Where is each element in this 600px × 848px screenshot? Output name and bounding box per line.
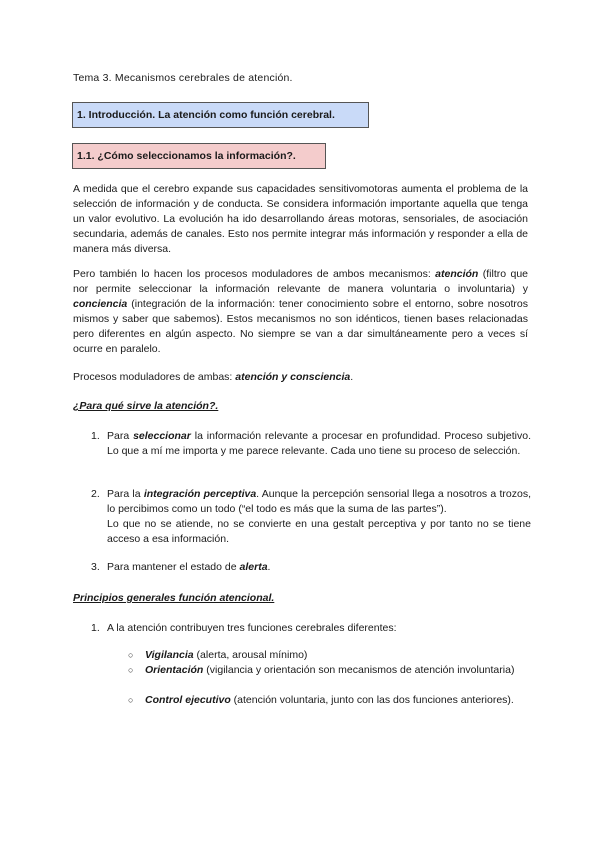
- paragraph-both: [73, 370, 528, 385]
- list-item: [91, 560, 531, 575]
- list-item-text: [107, 487, 531, 547]
- list-item-post: . Aunque la percepción sensorial llega a nosotros a trozos, lo percibimos como un todo (“el todo es más que la suma de las partes”).: [107, 488, 531, 515]
- document-title: Tema 3. Mecanismos cerebrales de atención.: [73, 72, 293, 84]
- bullet-desc: (atención voluntaria, junto con las dos funciones anteriores).: [230, 694, 514, 706]
- list-item-pre: Para mantener el estado de: [107, 561, 240, 573]
- paragraph-both-terms: atención y consciencia: [235, 371, 351, 383]
- list-item-pre: Para la: [107, 488, 144, 500]
- list-item: [91, 487, 531, 547]
- heading-introduction-text: 1. Introducción. La atención como función cerebral.: [77, 109, 335, 121]
- term-atencion: atención: [435, 268, 479, 280]
- list-item-post: la información relevante a procesar en profundidad. Proceso subjetivo. Lo que a mí me importa y me parece relevante. Cada uno tiene su proceso de selección.: [107, 430, 531, 457]
- paragraph-evolution: A medida que el cerebro expande sus capacidades sensitivomotoras aumenta el problema de la selección de información y de conducta. Se considera información importante aquella que tenga un valor evolutivo. La evolución ha ido desarrollando áreas motoras, sensoriales, de asociación secundaria, además de canales. Esto nos permite integrar más información y responder a ella de manera más diversa.: [73, 183, 528, 255]
- paragraph-modulators-part1: Pero también lo hacen los procesos moduladores de ambos mecanismos:: [73, 268, 436, 280]
- heading-introduction: [72, 102, 369, 128]
- list-item-post: .: [267, 561, 271, 573]
- paragraph-modulators-part2: (filtro que nor permite seleccionar la información relevante de manera voluntaria o involuntaria) y: [73, 268, 529, 295]
- circle-bullet-icon: ○: [128, 650, 134, 660]
- heading-selection: [72, 143, 326, 169]
- term-control-ejecutivo: Control ejecutivo: [145, 694, 231, 706]
- circle-bullet-icon: ○: [128, 665, 134, 675]
- list-item-pre: Para: [107, 430, 134, 442]
- term-vigilancia: Vigilancia: [145, 649, 194, 661]
- term-orientacion: Orientación: [145, 664, 204, 676]
- list-item: [91, 621, 531, 636]
- list-item-text: [107, 429, 531, 459]
- paragraph-both-prefix: Procesos moduladores de ambas:: [73, 371, 236, 383]
- bullet-item: [128, 648, 528, 663]
- list-item-text: [107, 560, 531, 575]
- term-conciencia: conciencia: [73, 298, 128, 310]
- term-seleccionar: seleccionar: [133, 430, 191, 442]
- list-item-extra: Lo que no se atiende, no se convierte en una gestalt perceptiva y por tanto no se tiene acceso a esa información.: [107, 518, 531, 545]
- bullet-text: [145, 693, 528, 708]
- paragraph-both-suffix: .: [350, 371, 354, 383]
- circle-bullet-icon: ○: [128, 695, 134, 705]
- section-heading-purpose: ¿Para qué sirve la atención?.: [73, 400, 219, 412]
- heading-selection-text: 1.1. ¿Cómo seleccionamos la información?.: [77, 150, 296, 162]
- term-alerta: alerta: [239, 561, 268, 573]
- list-item-text: A la atención contribuyen tres funciones cerebrales diferentes:: [107, 622, 397, 634]
- list-item-number: 1.: [91, 622, 100, 634]
- bullet-desc: (vigilancia y orientación son mecanismos de atención involuntaria): [203, 664, 515, 676]
- list-item-number: 2.: [91, 488, 100, 500]
- bullet-text: [145, 663, 528, 678]
- bullet-text: [145, 648, 528, 663]
- bullet-desc: (alerta, arousal mínimo): [193, 649, 308, 661]
- list-item: [91, 429, 531, 459]
- paragraph-modulators-part3: (integración de la información: tener conocimiento sobre el entorno, sobre nosotros mismos y saber que sabemos). Estos mecanismos no son idénticos, tienen bases relacionadas pero diferentes en algún aspecto. No siempre se van a dar simultáneamente pero a veces sí ocurre en paralelo.: [73, 298, 528, 355]
- section-heading-principles: Principios generales función atencional.: [73, 592, 275, 604]
- bullet-item: [128, 693, 528, 708]
- list-item-number: 3.: [91, 561, 100, 573]
- term-integracion-perceptiva: integración perceptiva: [143, 488, 257, 500]
- bullet-item: [128, 663, 528, 678]
- list-item-number: 1.: [91, 430, 100, 442]
- paragraph-modulators: [73, 267, 528, 357]
